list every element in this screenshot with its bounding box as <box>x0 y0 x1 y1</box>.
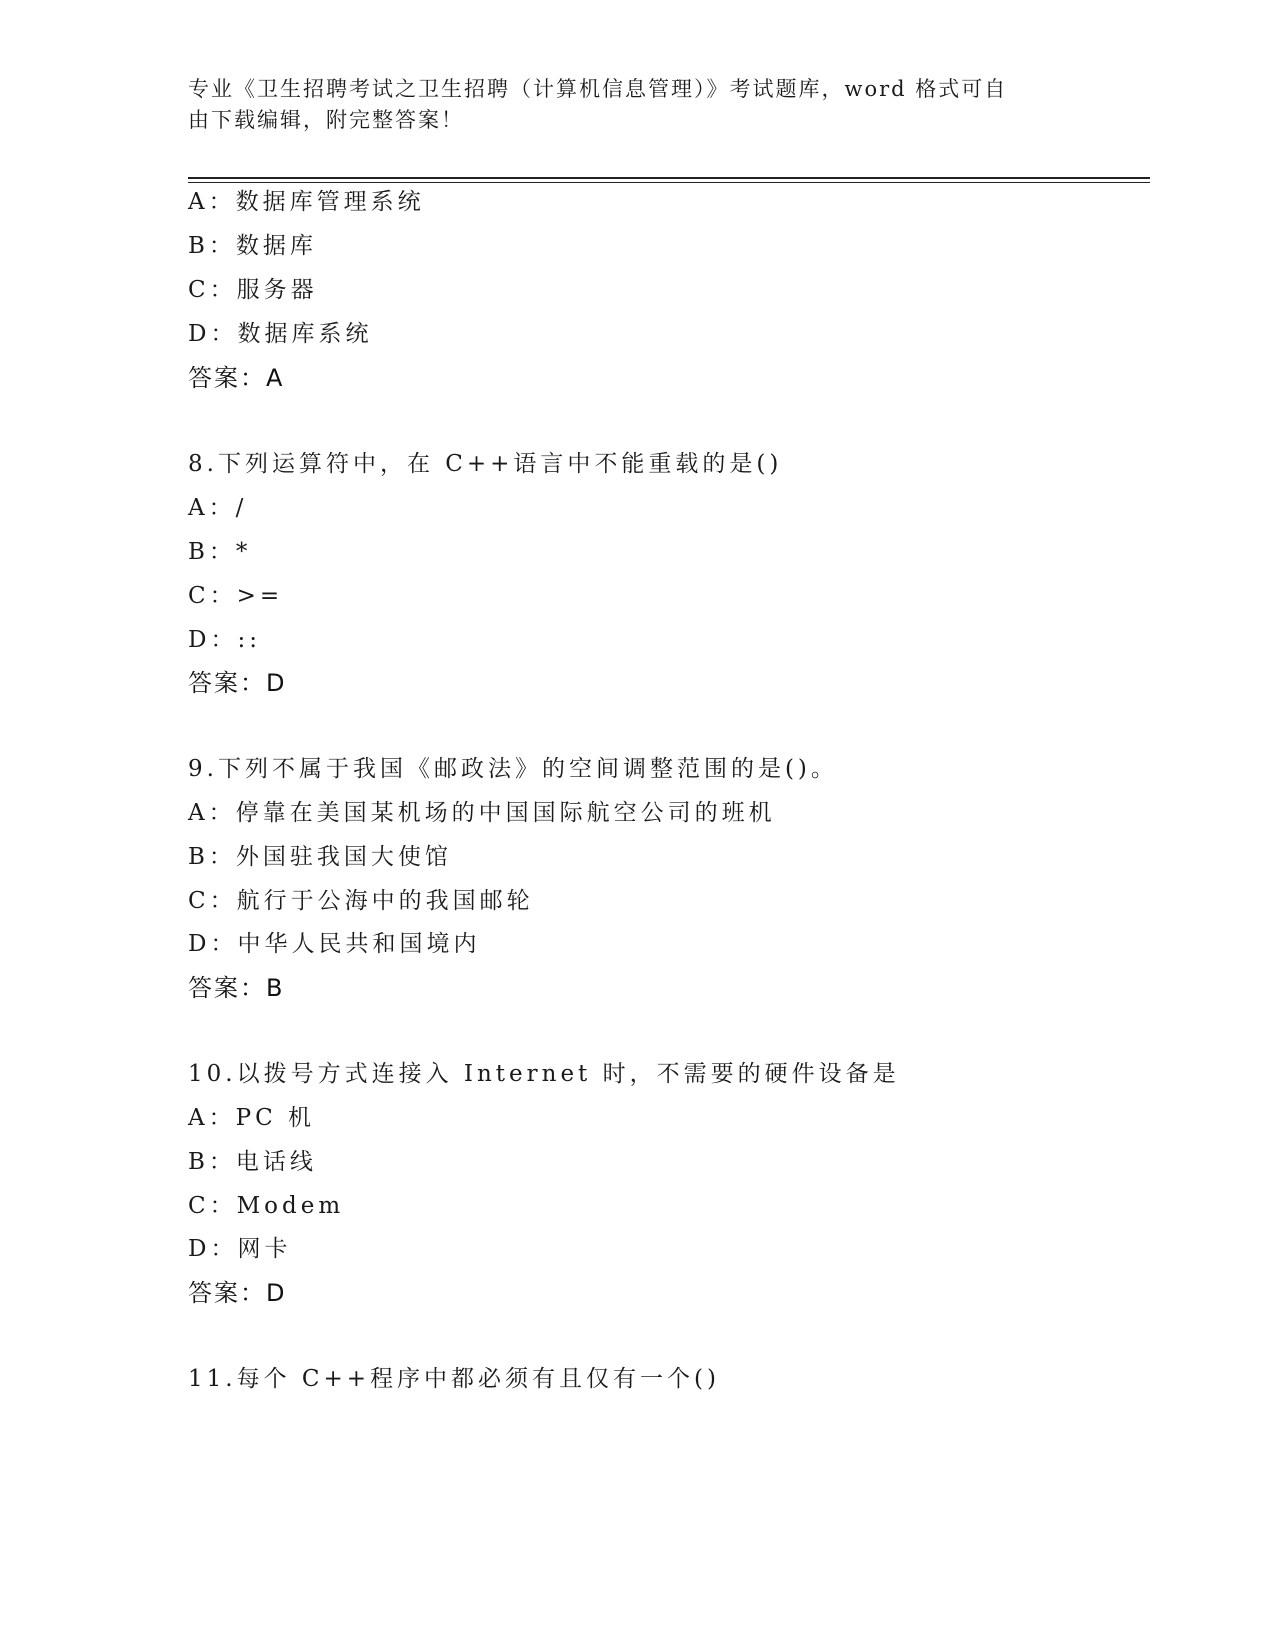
option-d: D：数据库系统 <box>188 321 373 347</box>
question-11: 11.每个 C++程序中都必须有且仅有一个() <box>188 1366 720 1392</box>
option-d: D：中华人民共和国境内 <box>188 931 481 957</box>
question-10: 10.以拨号方式连接入 Internet 时，不需要的硬件设备是 <box>188 1061 900 1087</box>
option-a: A：PC 机 <box>188 1105 315 1131</box>
document-header <box>188 74 1068 136</box>
header-line-2: 由下载编辑，附完整答案！ <box>188 108 464 132</box>
header-line-1: 专业《卫生招聘考试之卫生招聘（计算机信息管理）》考试题库，word 格式可自 <box>188 77 1008 101</box>
option-c: C：>= <box>188 583 284 609</box>
answer: 答案：A <box>188 364 285 392</box>
option-c: C：服务器 <box>188 277 318 303</box>
answer: 答案：D <box>188 669 287 697</box>
option-d: D：:: <box>188 627 261 653</box>
answer: 答案：B <box>188 974 285 1002</box>
option-b: B：* <box>188 539 252 565</box>
option-c: C：Modem <box>188 1193 345 1219</box>
option-b: B：电话线 <box>188 1149 317 1175</box>
option-b: B：数据库 <box>188 233 317 259</box>
header-divider-thin <box>188 182 1150 183</box>
question-8: 8.下列运算符中，在 C++语言中不能重载的是() <box>188 451 783 477</box>
question-9: 9.下列不属于我国《邮政法》的空间调整范围的是()。 <box>188 756 838 782</box>
option-a: A：停靠在美国某机场的中国国际航空公司的班机 <box>188 800 776 826</box>
option-a: A：/ <box>188 495 248 521</box>
header-divider-thick <box>188 177 1150 179</box>
option-b: B：外国驻我国大使馆 <box>188 844 452 870</box>
answer: 答案：D <box>188 1279 287 1307</box>
option-a: A：数据库管理系统 <box>188 189 425 215</box>
option-c: C：航行于公海中的我国邮轮 <box>188 888 534 914</box>
option-d: D：网卡 <box>188 1236 292 1262</box>
